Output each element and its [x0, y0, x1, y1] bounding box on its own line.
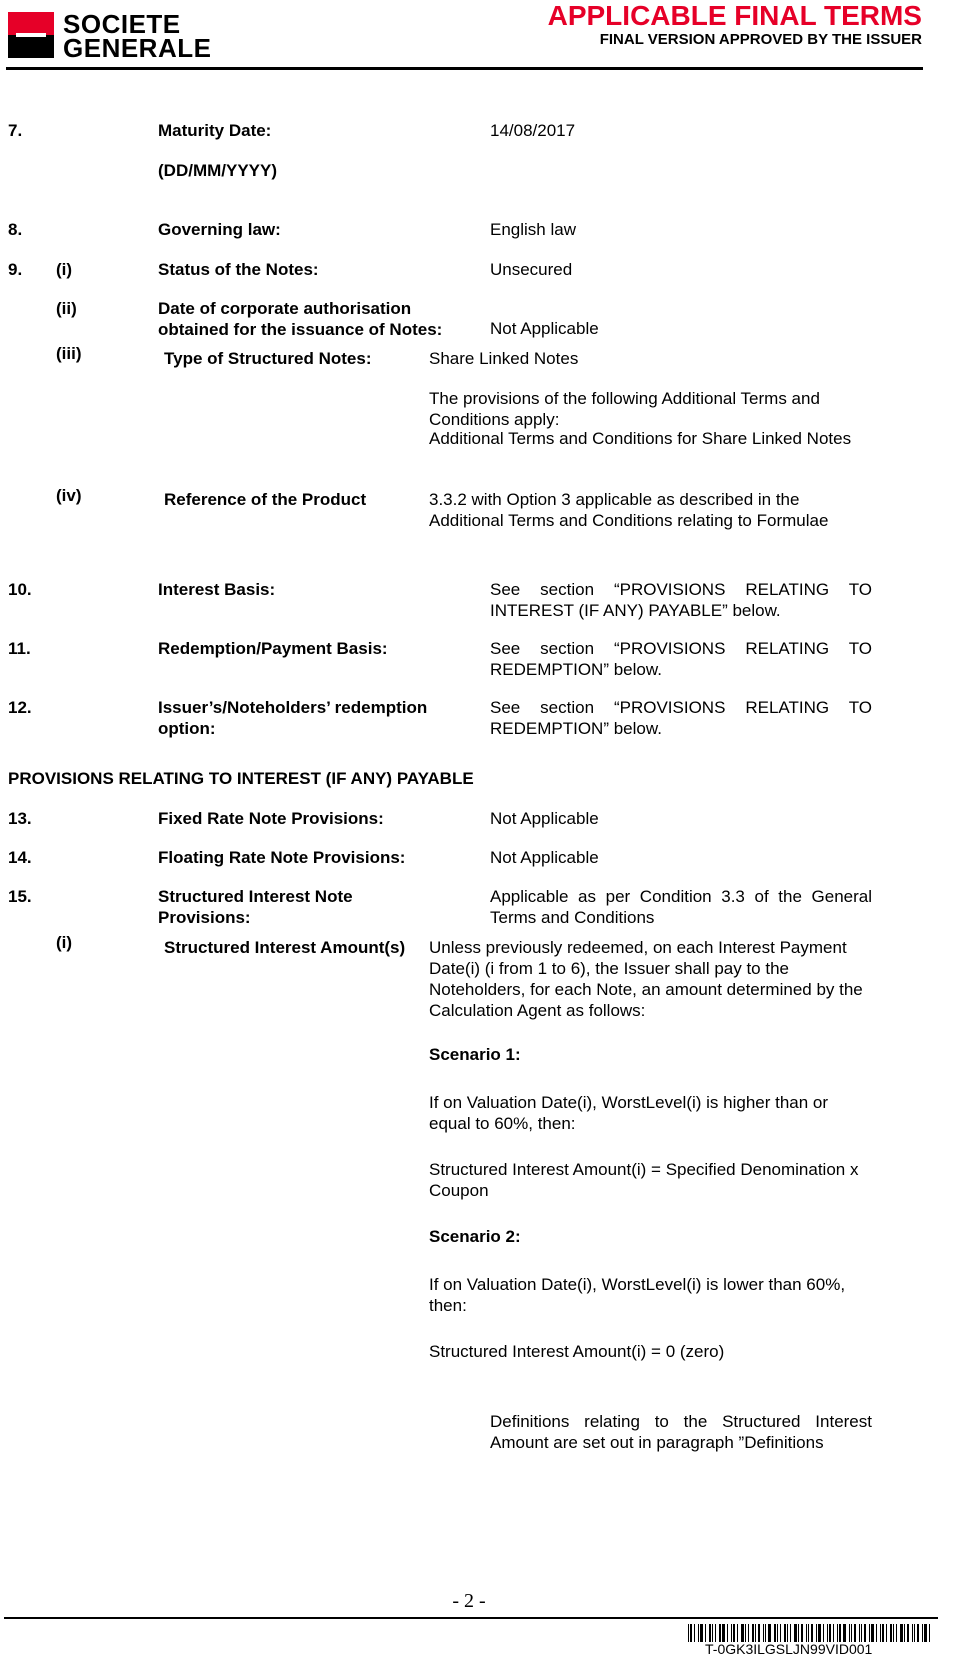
item-9-iv-sub: (iv)	[56, 486, 82, 505]
item-11-number: 11.	[8, 639, 31, 658]
barcode-bar	[886, 1624, 887, 1642]
barcode-bar	[722, 1624, 725, 1642]
barcode-bar	[900, 1624, 903, 1642]
barcode-bar	[829, 1624, 831, 1642]
item-9-number: 9.	[8, 260, 23, 279]
item-8-value: English law	[490, 220, 576, 239]
page-number: - 2 -	[452, 1590, 486, 1612]
barcode-bar	[745, 1624, 746, 1642]
barcode-bar	[694, 1624, 695, 1642]
item-7-label-format: (DD/MM/YYYY)	[158, 161, 277, 180]
item-9-iv-value: 3.3.2 with Option 3 applicable as described in the Additional Terms and Conditions relating to Formulae	[429, 490, 829, 530]
barcode-bar	[890, 1624, 892, 1642]
barcode-bar	[907, 1624, 909, 1642]
barcode-bar	[876, 1624, 877, 1642]
item-11-label: Redemption/Payment Basis:	[158, 639, 388, 658]
item-12-value: See section “PROVISIONS RELATING TO REDEMPTION” below.	[490, 698, 872, 738]
document-title: APPLICABLE FINAL TERMS	[547, 0, 922, 31]
barcode-bar	[808, 1624, 809, 1642]
barcode-bar	[861, 1624, 862, 1642]
barcode-bar	[839, 1624, 841, 1642]
item-15-i-label: Structured Interest Amount(s)	[164, 938, 406, 957]
barcode-bar	[755, 1624, 756, 1642]
document-id: T-0GK3ILGSLJN99VID001	[705, 1641, 873, 1657]
barcode-bar	[816, 1624, 817, 1642]
barcode-bar	[765, 1624, 766, 1642]
barcode-bar	[912, 1624, 913, 1642]
barcode-bar	[851, 1624, 852, 1642]
barcode-bar	[719, 1624, 721, 1642]
barcode-bar	[715, 1624, 716, 1642]
barcode-bar	[787, 1624, 788, 1642]
item-7-label: Maturity Date:	[158, 121, 272, 140]
barcode-bar	[904, 1624, 905, 1642]
item-8-label: Governing law:	[158, 220, 281, 239]
footer-rule	[4, 1617, 938, 1619]
barcode-bar	[780, 1624, 781, 1642]
item-7-number: 7.	[8, 121, 23, 140]
scenario-1-formula: Structured Interest Amount(i) = Specified Denomination x Coupon	[429, 1160, 859, 1200]
barcode-bar	[698, 1624, 699, 1642]
barcode-bar	[790, 1624, 791, 1642]
item-8-number: 8.	[8, 220, 23, 239]
barcode-bar	[690, 1624, 692, 1642]
logo-line-2: GENERALE	[63, 33, 212, 63]
societe-generale-logo	[8, 9, 230, 63]
barcode-bar	[843, 1624, 846, 1642]
barcode-bar	[882, 1624, 884, 1642]
item-15-number: 15.	[8, 887, 32, 906]
barcode-bar	[712, 1624, 713, 1642]
logo-mark	[8, 12, 54, 58]
item-15-i-sub: (i)	[56, 933, 73, 952]
barcode-bar	[893, 1624, 894, 1642]
barcode-bar	[731, 1624, 732, 1642]
item-9-ii-value: Not Applicable	[490, 319, 599, 338]
barcode-icon	[688, 1624, 938, 1642]
barcode-bar	[924, 1624, 927, 1642]
scenario-2-formula: Structured Interest Amount(i) = 0 (zero)	[429, 1342, 725, 1361]
item-9-i-sub: (i)	[56, 260, 73, 279]
barcode-bar	[733, 1624, 735, 1642]
item-13-number: 13.	[8, 809, 32, 828]
barcode-bar	[798, 1624, 799, 1642]
item-14-label: Floating Rate Note Provisions:	[158, 848, 406, 867]
barcode-bar	[700, 1624, 703, 1642]
barcode-bar	[864, 1624, 866, 1642]
item-13-value: Not Applicable	[490, 809, 599, 828]
item-9-iii-terms: Additional Terms and Conditions for Share Linked Notes	[429, 429, 852, 448]
barcode-bar	[794, 1624, 797, 1642]
item-9-ii-label: Date of corporate authorisation obtained for the issuance of Notes:	[158, 299, 443, 339]
barcode-bar	[922, 1624, 923, 1642]
barcode-bar	[917, 1624, 919, 1642]
item-11-value: See section “PROVISIONS RELATING TO REDEMPTION” below.	[490, 639, 872, 679]
barcode-bar	[827, 1624, 828, 1642]
item-9-iii-value: Share Linked Notes	[429, 349, 579, 368]
item-9-iii-sub: (iii)	[56, 344, 82, 363]
barcode-bar	[837, 1624, 838, 1642]
barcode-bar	[705, 1624, 706, 1642]
barcode-bar	[818, 1624, 821, 1642]
barcode-bar	[871, 1624, 874, 1642]
barcode-bar	[709, 1624, 711, 1642]
item-10-label: Interest Basis:	[158, 580, 276, 599]
barcode-bar	[752, 1624, 754, 1642]
barcode-bar	[737, 1624, 738, 1642]
item-7-value: 14/08/2017	[490, 121, 576, 140]
item-15-i-intro: Unless previously redeemed, on each Interest Payment Date(i) (i from 1 to 6), the Issuer shall pay to the Noteholders, for each Note, an amount determined by the Calculation Agent as follows:	[429, 938, 863, 1020]
barcode-bar	[854, 1624, 856, 1642]
document-subtitle: FINAL VERSION APPROVED BY THE ISSUER	[599, 31, 922, 48]
item-14-value: Not Applicable	[490, 848, 599, 867]
item-10-number: 10.	[8, 580, 32, 599]
item-14-number: 14.	[8, 848, 32, 867]
barcode-bar	[768, 1624, 771, 1642]
barcode-bar	[727, 1624, 728, 1642]
barcode-bar	[880, 1624, 881, 1642]
item-12-number: 12.	[8, 698, 32, 717]
barcode-bar	[763, 1624, 764, 1642]
item-9-i-label: Status of the Notes:	[158, 260, 319, 279]
item-9-iii-label: Type of Structured Notes:	[164, 349, 372, 368]
scenario-2-title: Scenario 2:	[429, 1227, 521, 1246]
scenario-1-condition: If on Valuation Date(i), WorstLevel(i) is higher than or equal to 60%, then:	[429, 1093, 829, 1133]
definitions-text: Definitions relating to the Structured Interest Amount are set out in paragraph ”Definitions	[490, 1412, 872, 1452]
barcode-bar	[896, 1624, 897, 1642]
scenario-2-condition: If on Valuation Date(i), WorstLevel(i) is lower than 60%, then:	[429, 1275, 846, 1315]
barcode-bar	[758, 1624, 760, 1642]
item-13-label: Fixed Rate Note Provisions:	[158, 809, 384, 828]
barcode-bar	[777, 1624, 778, 1642]
logo-line-1: SOCIETE	[63, 9, 181, 39]
barcode-bar	[774, 1624, 776, 1642]
barcode-bar	[801, 1624, 803, 1642]
section-heading-interest: PROVISIONS RELATING TO INTEREST (IF ANY) PAYABLE	[8, 769, 474, 788]
barcode-bar	[806, 1624, 807, 1642]
barcode-bar	[748, 1624, 749, 1642]
barcode-bar	[914, 1624, 915, 1642]
item-9-i-value: Unsecured	[490, 260, 573, 279]
barcode-bar	[859, 1624, 860, 1642]
item-15-value: Applicable as per Condition 3.3 of the General Terms and Conditions	[490, 887, 872, 927]
item-9-iii-provisions: The provisions of the following Additional Terms and Conditions apply:	[429, 389, 820, 429]
barcode-bar	[849, 1624, 850, 1642]
barcode-bar	[929, 1624, 930, 1642]
barcode-bar	[811, 1624, 813, 1642]
barcode-bar	[833, 1624, 834, 1642]
item-12-label: Issuer’s/Noteholders’ redemption option:	[158, 698, 428, 738]
logo-wordmark	[63, 9, 212, 63]
barcode-bar	[823, 1624, 824, 1642]
barcode-bar	[741, 1624, 744, 1642]
item-10-value: See section “PROVISIONS RELATING TO INTEREST (IF ANY) PAYABLE” below.	[490, 580, 872, 620]
barcode-bar	[688, 1624, 689, 1642]
scenario-1-title: Scenario 1:	[429, 1045, 521, 1064]
barcode-bar	[784, 1624, 786, 1642]
item-9-iv-label: Reference of the Product	[164, 490, 367, 509]
item-9-ii-sub: (ii)	[56, 299, 77, 318]
header-rule	[6, 67, 923, 70]
barcode-bar	[869, 1624, 870, 1642]
item-15-label: Structured Interest Note Provisions:	[158, 887, 353, 927]
